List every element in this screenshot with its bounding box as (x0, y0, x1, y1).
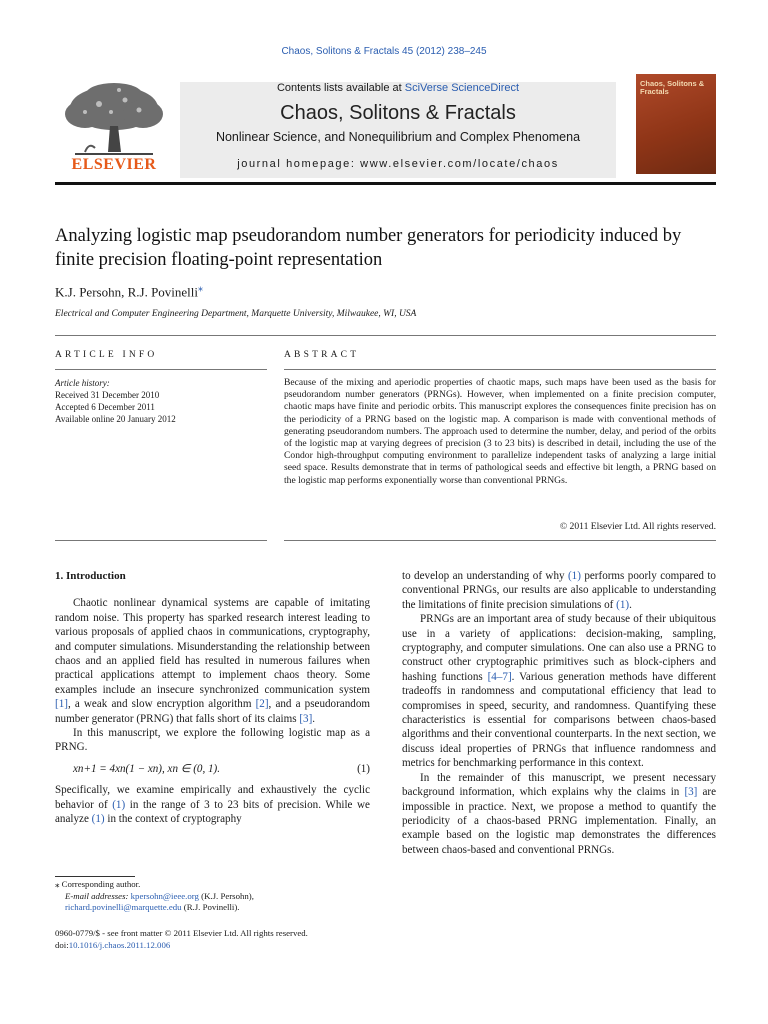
equation-ref[interactable]: (1) (91, 813, 105, 826)
journal-title: Chaos, Solitons & Fractals (280, 102, 516, 124)
text-run: , a weak and slow encryption algorithm (67, 698, 256, 711)
front-matter (55, 928, 370, 951)
text-run: in the range of 3 to 23 bits of precision. While we analyze (55, 798, 370, 826)
email-owner: (K.J. Persohn), (198, 890, 254, 901)
footnote-divider (55, 876, 135, 877)
equation-text: xn+1 = 4xn(1 − xn), xn ∈ (0, 1). (73, 762, 221, 775)
citation-ref-2[interactable]: [2] (255, 698, 269, 711)
citation-ref-4-7[interactable]: [4–7] (487, 670, 512, 683)
equation-ref[interactable]: (1) (567, 570, 581, 582)
doi-line (55, 940, 370, 952)
text-run: . (629, 598, 632, 611)
article-info-bottom-divider (55, 540, 267, 541)
abstract-text: Because of the mixing and aperiodic properties of chaotic maps, such maps have been used as the basis for pseudorandom number generators (PRNGs). However, when implemented on a finite precision computer, chaotic maps have finite and periodic orbits. This manuscript explores the consequences finite precision has on the periodicity of a PRNG based on the logistic map. A comparison is made with conventional methods of generating pseudorandom numbers. The approach used to determine the number, delay, and period of the orbits of the logistic map at varying degrees of precision (3 to 23 bits) is described in detail, including the use of the Condor high-throughput computing environment to parallelize independent tasks of analyzing a large initial seed space. Results demonstrate that in terms of pathological seeds and effective bit length, a PRNG based on the logistic map performs exponentially worse than conventional PRNGs. (284, 377, 716, 486)
paragraph (55, 783, 370, 826)
email-link-povinelli[interactable]: richard.povinelli@marquette.edu (65, 902, 182, 912)
citation-ref-3[interactable]: [3] (684, 786, 698, 799)
paragraph (402, 612, 716, 770)
article-info-heading: ARTICLE INFO (55, 350, 158, 360)
text-run: performs poorly compared to conventional PRNGs, our results are also applicable to understanding the limitations of finite precision simulations of (402, 570, 716, 611)
abstract-copyright: © 2011 Elsevier Ltd. All rights reserved. (559, 521, 716, 532)
abstract-divider (284, 369, 716, 370)
journal-subtitle: Nonlinear Science, and Nonequilibrium and Complex Phenomena (215, 130, 581, 144)
paragraph (55, 596, 370, 726)
received-date: Received 31 December 2010 (55, 390, 160, 400)
text-run: , and a pseudorandom number generator (PRNG) that falls short of its claims (55, 698, 370, 725)
equation-number: (1) (357, 762, 370, 775)
text-run: Chaotic nonlinear dynamical systems are capable of imitating random noise. This property has sparked research interest leading to various proposals of applied chaos in communications, cryptography, and computer simulations. Misunderstanding the relationship between chaos and an applied field has resulted in numerous failures when practical applications attempt to implement chaos theory. Some examples include an insecure synchronized communication system (55, 597, 370, 696)
issn-line: 0960-0779/$ - see front matter © 2011 Elsevier Ltd. All rights reserved. (55, 928, 308, 938)
paper-title: Analyzing logistic map pseudorandom number generators for periodicity induced by finite precision floating-point representation (55, 226, 682, 270)
header-divider (55, 182, 716, 185)
footnote-text: Corresponding author. (59, 879, 141, 889)
text-run: . (312, 712, 316, 725)
footnote (55, 879, 370, 914)
citation-ref-3[interactable]: [3] (299, 712, 313, 725)
corresponding-author-note (55, 879, 370, 891)
text-run: In the remainder of this manuscript, we present necessary background information, which explains why the claims in (402, 771, 716, 799)
paragraph: In this manuscript, we explore the following logistic map as a PRNG. (55, 727, 370, 754)
author-list (55, 283, 203, 300)
text-run: are impossible in practice. Next, we propose a method to quantify the periodicity of a chaos-based PRNG implementation. Finally, an example based on the logistic map demonstrates the differences between chaos-based and conventional PRNGs. (402, 786, 716, 856)
text-run: to develop an understanding of why (402, 570, 568, 582)
abstract-bottom-divider (284, 540, 716, 541)
article-history (55, 377, 267, 425)
equation-1 (55, 762, 370, 776)
paragraph (402, 771, 716, 857)
doi-prefix: doi: (55, 939, 69, 950)
homepage-url-link[interactable]: www.elsevier.com/locate/chaos (360, 158, 559, 170)
publisher-name: ELSEVIER (71, 156, 157, 173)
journal-homepage (180, 158, 616, 170)
citation-ref-1[interactable]: [1] (55, 698, 68, 711)
paragraph (402, 569, 716, 612)
sciencedirect-link[interactable]: SciVerse ScienceDirect (404, 82, 520, 94)
history-label: Article history: (55, 378, 110, 388)
section-heading: 1. Introduction (55, 570, 126, 582)
contents-line (180, 82, 616, 94)
text-run: . Various generation methods have different tradeoffs in randomness and computational efficiency that lead to compromises in speed, security, and randomness. Quantifying these characteristics is essential for comparisons between chaos-based algorithms and their conventional counterparts. In the next section, we discuss ideal properties of PRNGs that influence randomness and metrics for benchmarking performance in this context. (402, 670, 716, 770)
corresponding-author-mark[interactable]: ⁎ (198, 283, 204, 294)
online-date: Available online 20 January 2012 (55, 414, 176, 424)
equation-ref[interactable]: (1) (112, 798, 126, 811)
homepage-prefix: journal homepage: (237, 158, 361, 170)
contents-prefix: Contents lists available at (276, 82, 405, 94)
equation-ref[interactable]: (1) (616, 598, 630, 611)
doi-link[interactable]: 10.1016/j.chaos.2011.12.006 (68, 939, 171, 950)
text-run: in the context of cryptography (104, 813, 242, 826)
authors-names: K.J. Persohn, R.J. Povinelli (55, 284, 199, 300)
article-info-divider (55, 369, 267, 370)
text-run: PRNGs are an important area of study because of their ubiquitous use in a variety of applications: decision-making, sampling, cryptography, and computer simulations. One can also use a PRNG to construct other cryptographic primitives such as block-ciphers and hashing functions (402, 613, 716, 683)
accepted-date: Accepted 6 December 2011 (55, 402, 155, 412)
affiliation: Electrical and Computer Engineering Department, Marquette University, Milwaukee, WI, USA (55, 309, 417, 319)
tree-logo-icon (55, 82, 173, 156)
journal-citation[interactable]: Chaos, Solitons & Fractals 45 (2012) 238–245 (281, 46, 487, 57)
email-link-persohn[interactable]: kpersohn@ieee.org (130, 890, 199, 901)
body-right-column (402, 569, 716, 857)
email-addresses (55, 891, 370, 914)
text-run: Specifically, we examine empirically and exhaustively the cyclic behavior of (55, 784, 370, 811)
abstract-heading: ABSTRACT (284, 350, 360, 360)
affiliation-divider (55, 335, 716, 336)
email-owner: (R.J. Povinelli). (181, 902, 240, 912)
email-label: E-mail addresses: (65, 890, 131, 901)
footnote-mark: ⁎ (55, 879, 60, 889)
cover-title: Chaos, Solitons & Fractals (640, 79, 705, 96)
body-left-column (55, 569, 370, 827)
